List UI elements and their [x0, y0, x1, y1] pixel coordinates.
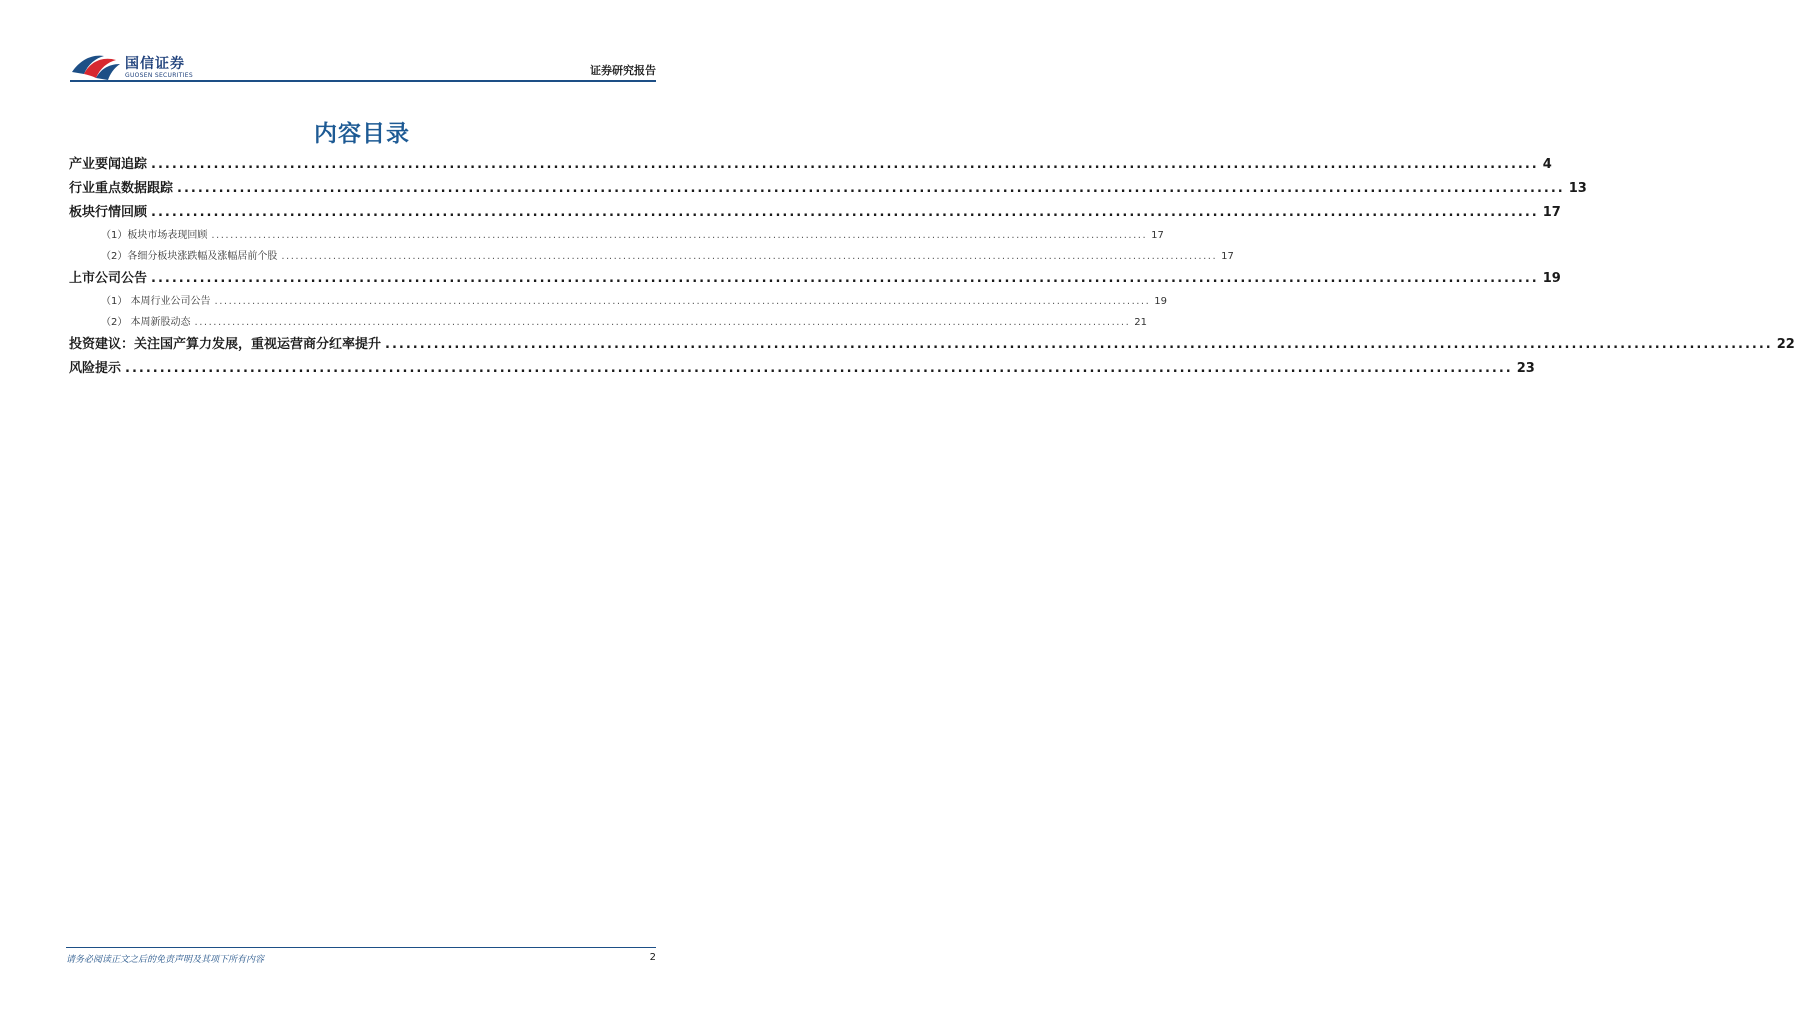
- toc-entry-title: （1） 本周行业公司公告: [101, 296, 211, 307]
- toc-leader-dots: ........................................................................................................................................................................................................: [194, 317, 1131, 328]
- footer-divider: [66, 947, 656, 948]
- page-footer: [66, 947, 656, 965]
- toc-title: 内容目录: [314, 121, 410, 147]
- logo-text-cn: 国信证券: [125, 56, 185, 72]
- toc-leader-dots: ........................................................................................................................................................................................................: [151, 157, 1539, 172]
- toc-entry[interactable]: [69, 201, 1561, 225]
- toc-entry-title: （2）各细分板块涨跌幅及涨幅居前个股: [101, 251, 278, 262]
- toc-entry-page: 22: [1776, 337, 1795, 352]
- toc-leader-dots: ........................................................................................................................................................................................................: [151, 205, 1539, 220]
- toc-entry-page: 21: [1134, 317, 1148, 328]
- toc-leader-dots: ........................................................................................................................................................................................................: [125, 361, 1513, 376]
- toc-entry-page: 23: [1516, 361, 1535, 376]
- toc-entry-title: 投资建议：关注国产算力发展，重视运营商分红率提升: [69, 337, 382, 352]
- toc-entry[interactable]: [69, 312, 1148, 333]
- toc-entry[interactable]: [69, 225, 1164, 246]
- toc-entry-title: 产业要闻追踪: [69, 157, 148, 172]
- toc-leader-dots: ........................................................................................................................................................................................................: [177, 181, 1565, 196]
- toc-leader-dots: ........................................................................................................................................................................................................: [211, 230, 1148, 241]
- page-number: 2: [649, 952, 656, 963]
- toc-entry[interactable]: [69, 246, 1234, 267]
- toc-entry[interactable]: [69, 357, 1535, 381]
- toc-leader-dots: ........................................................................................................................................................................................................: [151, 271, 1539, 286]
- toc-entry-title: 板块行情回顾: [69, 205, 148, 220]
- report-type-label: 证券研究报告: [590, 64, 656, 77]
- toc-entry-page: 17: [1151, 230, 1164, 241]
- toc-leader-dots: ........................................................................................................................................................................................................: [214, 296, 1151, 307]
- toc-entry-page: 13: [1568, 181, 1587, 196]
- toc-entry[interactable]: [69, 291, 1168, 312]
- toc-entry-title: 行业重点数据跟踪: [69, 181, 174, 196]
- toc-entry-page: 17: [1221, 251, 1234, 262]
- toc-entry-title: （2） 本周新股动态: [101, 317, 191, 328]
- guosen-logo-icon: [70, 52, 122, 82]
- toc-entry-page: 19: [1542, 271, 1561, 286]
- toc-entry[interactable]: [69, 333, 1795, 357]
- toc-entry[interactable]: [69, 153, 1552, 177]
- toc-entry-page: 19: [1154, 296, 1168, 307]
- toc-entry-title: 上市公司公告: [69, 271, 148, 286]
- logo-text-en: GUOSEN SECURITIES: [125, 72, 194, 79]
- toc-entry-title: 风险提示: [69, 361, 122, 376]
- toc-entry-title: （1）板块市场表现回顾: [101, 230, 208, 241]
- toc-leader-dots: ........................................................................................................................................................................................................: [281, 251, 1218, 262]
- header-divider: [70, 80, 656, 82]
- toc-entry[interactable]: [69, 267, 1561, 291]
- toc-entry-page: 4: [1542, 157, 1552, 172]
- toc-entry[interactable]: [69, 177, 1587, 201]
- table-of-contents: [69, 153, 1795, 381]
- page-header: [70, 50, 656, 84]
- disclaimer-text: 请务必阅读正文之后的免责声明及其项下所有内容: [66, 955, 265, 965]
- toc-entry-page: 17: [1542, 205, 1561, 220]
- toc-leader-dots: ........................................................................................................................................................................................................: [385, 337, 1773, 352]
